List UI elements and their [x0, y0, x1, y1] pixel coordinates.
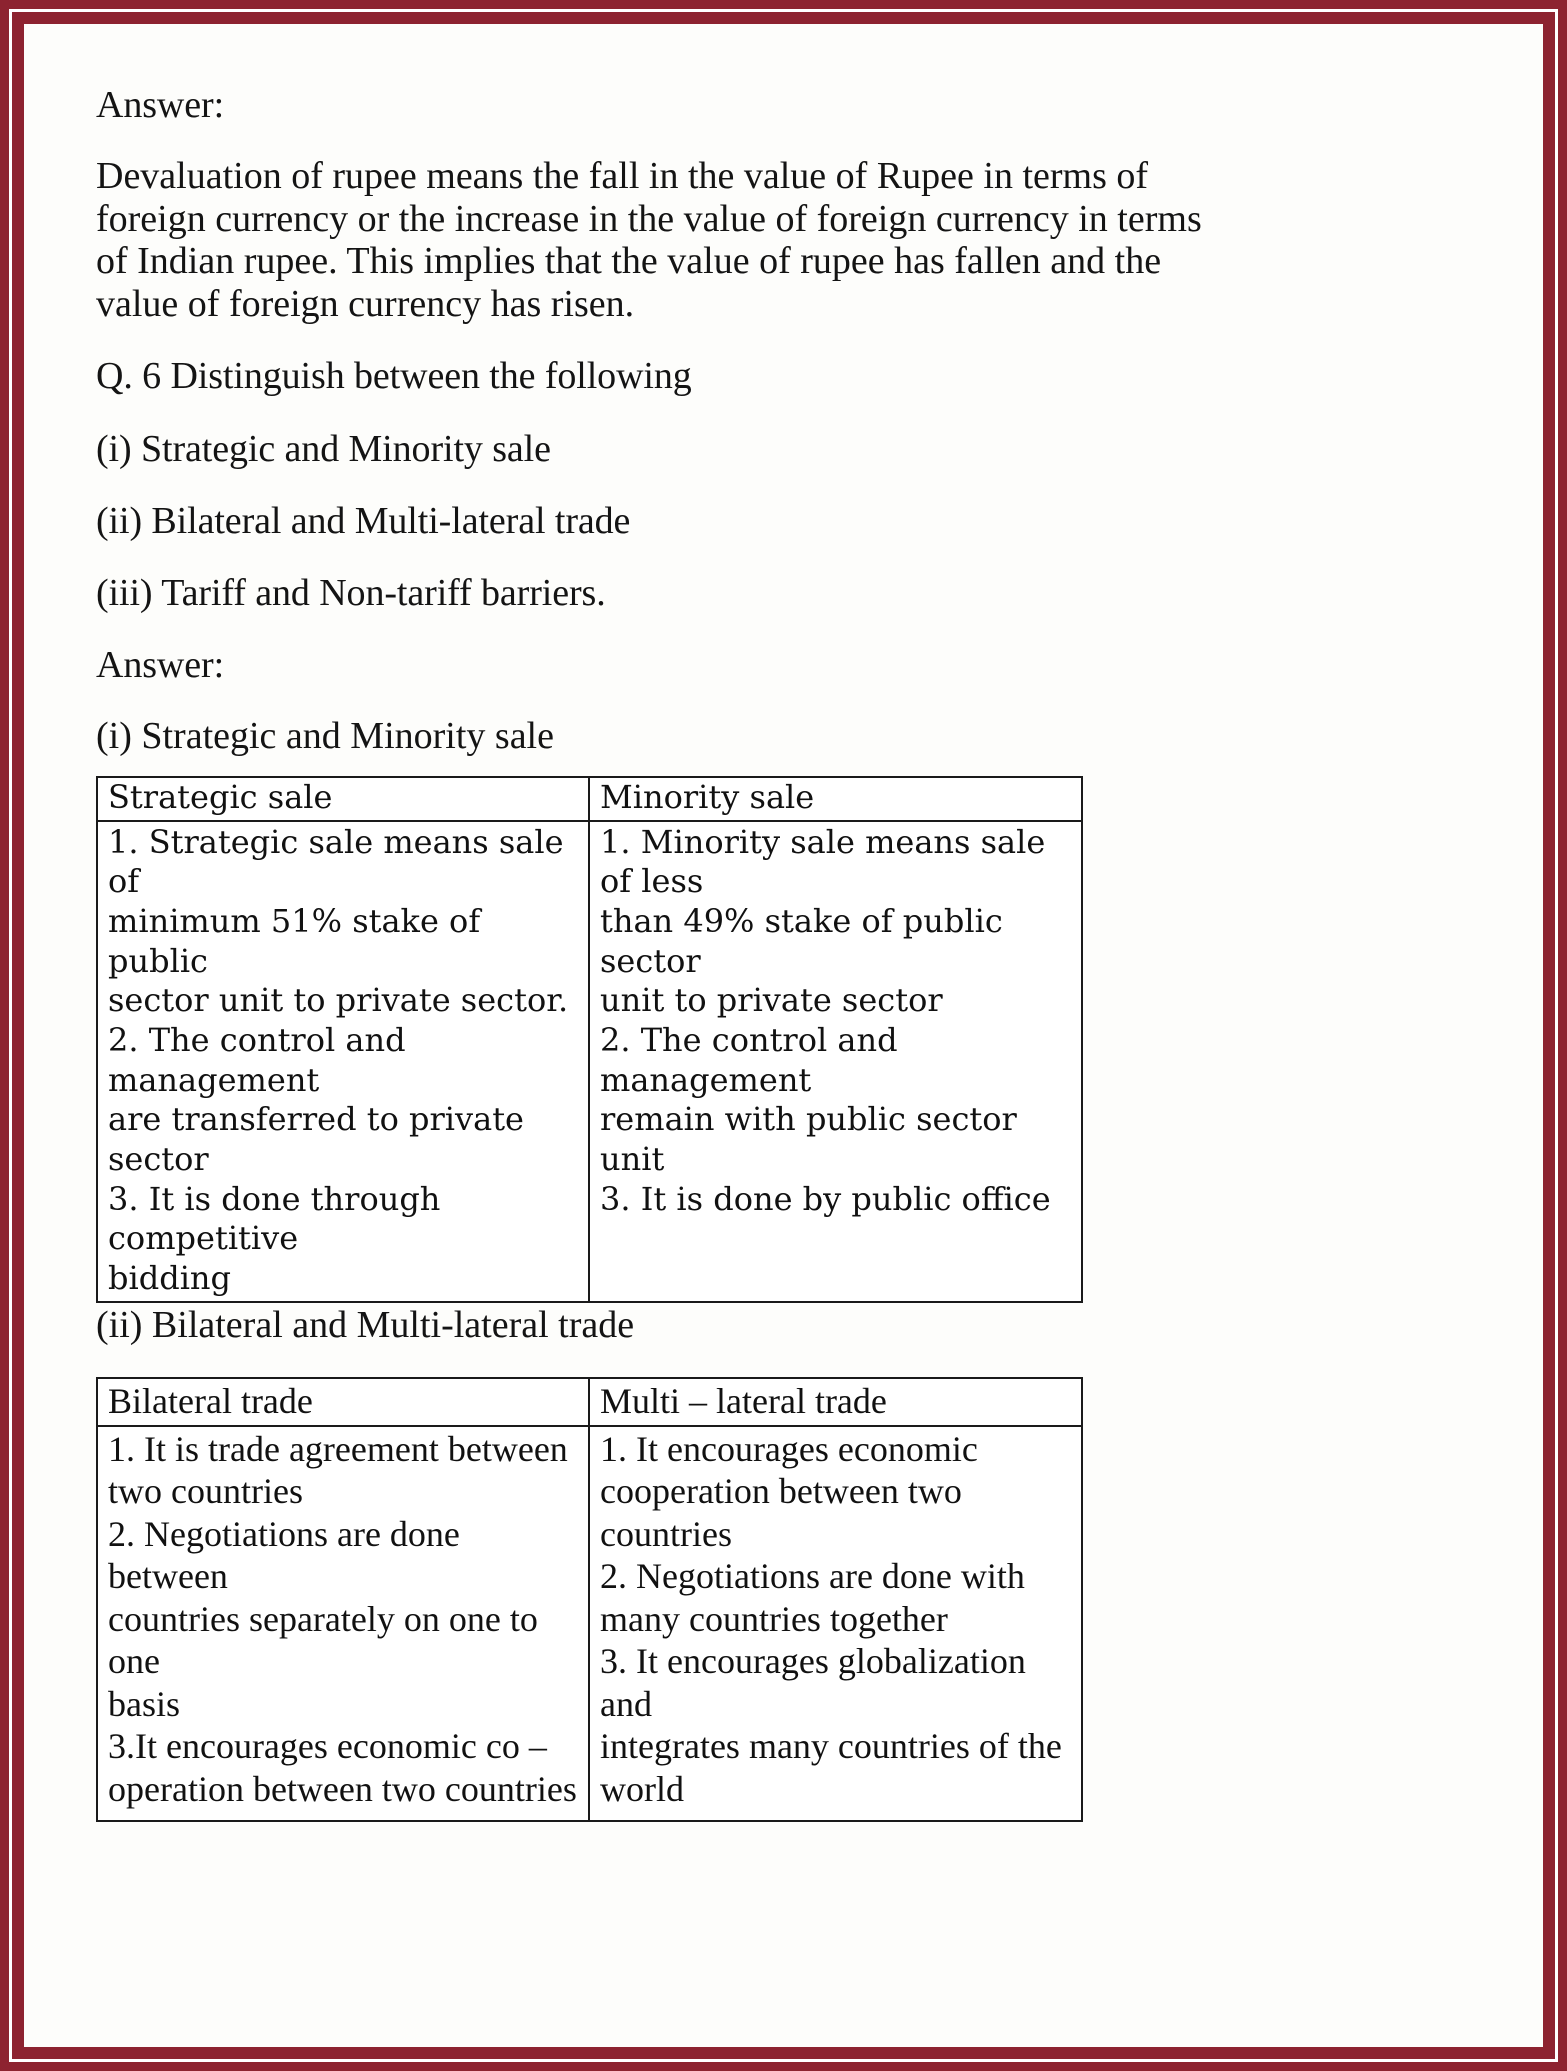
- table-bilateral-vs-multilateral-trade: [96, 1377, 1083, 1823]
- column-header-bilateral-trade: Bilateral trade: [97, 1378, 589, 1426]
- bilateral-point-line-7: operation between two countries: [108, 1768, 577, 1809]
- minority-point-line-3: unit to private sector: [600, 981, 943, 1020]
- bilateral-point-line-1: 1. It is trade agreement between: [108, 1429, 568, 1470]
- cell-minority-sale-points: [589, 821, 1082, 1302]
- multilateral-point-line-7: integrates many countries of the: [600, 1726, 1062, 1767]
- strategic-point-line-2: minimum 51% stake of public: [108, 902, 481, 980]
- table-row: [97, 821, 1082, 1302]
- table-row: [97, 1426, 1082, 1821]
- strategic-point-line-3: sector unit to private sector.: [108, 981, 569, 1020]
- strategic-point-line-4: 2. The control and management: [108, 1021, 406, 1099]
- answer-label-1: Answer:: [96, 84, 225, 126]
- devaluation-line-1: Devaluation of rupee means the fall in the value of Rupee in terms of: [96, 155, 1149, 198]
- column-header-minority-sale: Minority sale: [589, 777, 1082, 821]
- answer-label-2: Answer:: [96, 644, 225, 687]
- multilateral-point-line-4: 2. Negotiations are done with: [600, 1556, 1025, 1597]
- bilateral-point-line-5: basis: [108, 1683, 180, 1724]
- bilateral-point-line-4: countries separately on one to one: [108, 1598, 538, 1682]
- question-item-iii: (iii) Tariff and Non-tariff barriers.: [96, 571, 606, 614]
- strategic-point-line-7: bidding: [108, 1259, 232, 1298]
- question-item-ii: (ii) Bilateral and Multi-lateral trade: [96, 499, 631, 542]
- devaluation-paragraph: [96, 155, 1202, 325]
- devaluation-line-4: value of foreign currency has risen.: [96, 282, 635, 325]
- column-header-multilateral-trade: Multi – lateral trade: [589, 1378, 1082, 1426]
- cell-multilateral-trade-points: [589, 1426, 1082, 1821]
- document-content: [96, 84, 1202, 1822]
- minority-point-line-5: remain with public sector unit: [600, 1100, 1017, 1179]
- multilateral-point-line-3: countries: [600, 1513, 732, 1554]
- frame-inner-maroon-line: [12, 12, 1555, 2059]
- minority-point-line-6: 3. It is done by public office: [600, 1179, 1051, 1218]
- multilateral-point-line-1: 1. It encourages economic: [600, 1429, 978, 1470]
- page-sheet: [24, 24, 1543, 2047]
- strategic-point-line-6: 3. It is done through competitive: [108, 1179, 441, 1258]
- frame-inner-white-gap: [9, 9, 1558, 2062]
- column-header-strategic-sale: Strategic sale: [97, 777, 589, 821]
- bilateral-point-line-3: 2. Negotiations are done between: [108, 1513, 460, 1597]
- bilateral-point-line-6: 3.It encourages economic co –: [108, 1726, 547, 1767]
- devaluation-line-2: foreign currency or the increase in the value of foreign currency in terms: [96, 197, 1202, 240]
- table-header-row: [97, 1378, 1082, 1426]
- strategic-point-line-1: 1. Strategic sale means sale of: [108, 822, 564, 901]
- section-ii-heading: (ii) Bilateral and Multi-lateral trade: [96, 1303, 635, 1346]
- minority-point-line-2: than 49% stake of public sector: [600, 902, 1003, 980]
- multilateral-point-line-6: 3. It encourages globalization and: [600, 1641, 1026, 1724]
- strategic-point-line-5: are transferred to private sector: [108, 1100, 524, 1179]
- cell-strategic-sale-points: [97, 821, 589, 1302]
- multilateral-point-line-5: many countries together: [600, 1598, 948, 1639]
- multilateral-point-line-8: world: [600, 1768, 684, 1809]
- minority-point-line-4: 2. The control and management: [600, 1021, 898, 1099]
- table-header-row: [97, 777, 1082, 821]
- devaluation-line-3: of Indian rupee. This implies that the value of rupee has fallen and the: [96, 240, 1162, 283]
- section-i-heading: (i) Strategic and Minority sale: [96, 715, 554, 758]
- multilateral-point-line-2: cooperation between two: [600, 1471, 962, 1512]
- question-6-heading: Q. 6 Distinguish between the following: [96, 355, 692, 398]
- table-strategic-vs-minority-sale: [96, 776, 1083, 1303]
- cell-bilateral-trade-points: [97, 1426, 589, 1821]
- question-item-i: (i) Strategic and Minority sale: [96, 427, 551, 470]
- minority-point-line-1: 1. Minority sale means sale of less: [600, 822, 1046, 901]
- bilateral-point-line-2: two countries: [108, 1471, 303, 1512]
